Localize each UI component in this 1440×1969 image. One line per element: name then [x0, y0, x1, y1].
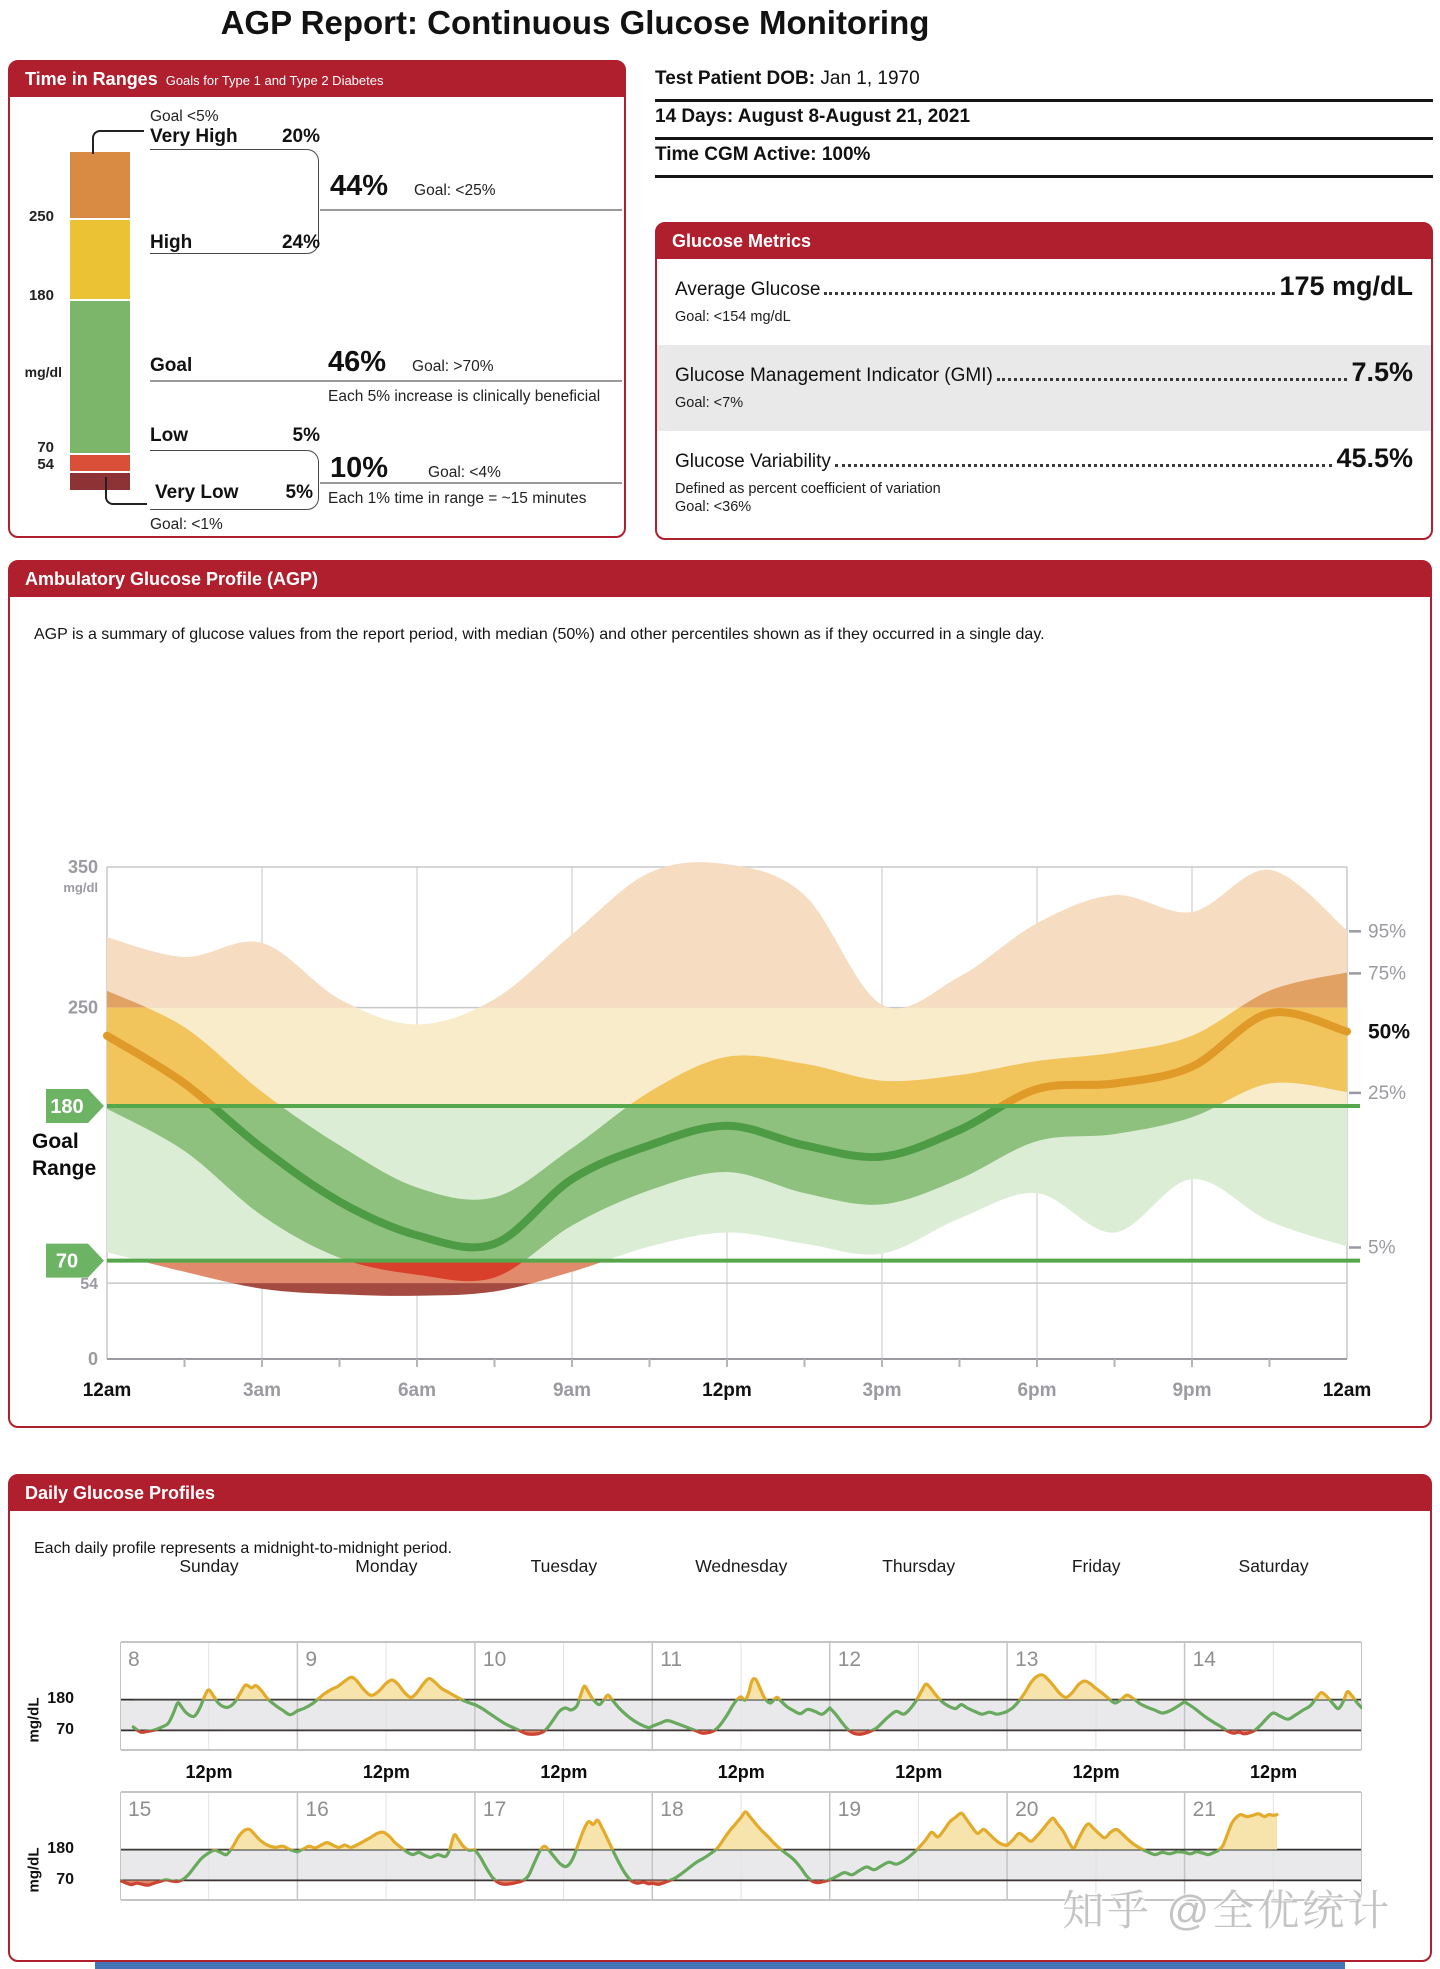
svg-text:50%: 50% — [1368, 1020, 1411, 1044]
svg-text:12pm: 12pm — [702, 1380, 752, 1401]
variability-value: 45.5% — [1336, 443, 1413, 473]
daily-profiles-header — [9, 1475, 1431, 1511]
agp-x-axis-labels — [83, 1380, 1372, 1401]
row2-180-label: 180 — [47, 1840, 74, 1857]
variability-label: Glucose Variability — [675, 451, 831, 472]
day-number-10: 10 — [482, 1648, 507, 1671]
low-combined-row — [330, 452, 501, 485]
glucose-metrics-panel — [655, 222, 1433, 540]
time-in-ranges-axis-labels — [10, 62, 62, 540]
svg-text:9am: 9am — [552, 1380, 592, 1401]
svg-text:3am: 3am — [242, 1380, 282, 1401]
patient-days-value: 14 Days: August 8-August 21, 2021 — [655, 106, 971, 127]
very-high-label: Very High — [150, 126, 238, 147]
svg-text:54: 54 — [80, 1276, 98, 1294]
day-number-14: 14 — [1192, 1648, 1216, 1671]
variability-goal: Goal: <36% — [675, 499, 752, 515]
tir-axis-70: 70 — [37, 439, 54, 456]
patient-dob-label: Test Patient DOB: — [655, 68, 816, 89]
patient-dob-value: Jan 1, 1970 — [815, 68, 920, 89]
day-number-16: 16 — [305, 1798, 329, 1821]
very-low-row — [155, 482, 313, 504]
glucose-metrics-title: Glucose Metrics — [672, 231, 812, 251]
tir-axis-180: 180 — [28, 287, 54, 305]
variability-note: Defined as percent coefficient of variation — [675, 481, 941, 497]
noon-label: 12pm — [362, 1762, 410, 1782]
svg-text:350: 350 — [67, 857, 98, 877]
agp-header — [9, 561, 1431, 597]
day-number-19: 19 — [837, 1798, 862, 1821]
low-combined-goal: Goal: <4% — [428, 464, 501, 481]
day-number-8: 8 — [128, 1648, 140, 1671]
agp-title: Ambulatory Glucose Profile (AGP) — [25, 569, 319, 589]
divider-line — [320, 482, 622, 484]
day-number-17: 17 — [482, 1798, 507, 1821]
svg-text:6pm: 6pm — [1017, 1380, 1057, 1401]
very-low-label: Very Low — [155, 482, 239, 503]
high-combined-value: 44% — [330, 170, 389, 202]
tir-bar-segment-goal — [70, 299, 130, 453]
daily-description: Each daily profile represents a midnight-to-midnight period. — [34, 1540, 452, 1557]
avg-glucose-goal: Goal: <154 mg/dL — [675, 309, 791, 325]
noon-label: 12pm — [1250, 1762, 1298, 1782]
high-combined-row — [330, 170, 495, 203]
noon-label-row — [120, 1762, 1362, 1786]
glucose-metrics-header — [656, 223, 1432, 259]
goal-goal: Goal: >70% — [412, 358, 494, 375]
gmi-label: Glucose Management Indicator (GMI) — [675, 365, 993, 386]
very-high-elbow-line — [92, 130, 144, 154]
variability-row — [657, 431, 1431, 539]
svg-text:70: 70 — [55, 1250, 79, 1273]
svg-text:12am: 12am — [82, 1380, 132, 1401]
tir-axis-54: 54 — [37, 455, 54, 473]
weekday-label-saturday: Saturday — [1238, 1556, 1309, 1576]
day-number-11: 11 — [660, 1648, 683, 1671]
goal-range-label: Goal Range — [32, 1130, 97, 1181]
row1-180-label: 180 — [47, 1690, 74, 1707]
high-value: 24% — [281, 232, 320, 253]
bottom-blue-bar — [95, 1962, 1345, 1969]
weekday-label-sunday: Sunday — [179, 1556, 239, 1576]
patient-cgm-value: Time CGM Active: 100% — [655, 144, 871, 165]
goal-row — [150, 346, 493, 379]
day-number-20: 20 — [1015, 1798, 1039, 1821]
row1-unit-label: mg/dL — [25, 1697, 43, 1743]
avg-glucose-value: 175 mg/dL — [1279, 271, 1413, 301]
tir-bar-segment-very_high — [70, 152, 130, 218]
low-row — [150, 425, 320, 447]
very-high-goal-note: Goal <5% — [150, 108, 219, 125]
noon-label: 12pm — [185, 1762, 233, 1782]
page-title: AGP Report: Continuous Glucose Monitoring — [220, 4, 930, 41]
svg-text:25%: 25% — [1368, 1082, 1407, 1104]
time-in-ranges-title: Time in Ranges — [25, 69, 158, 89]
day-number-21: 21 — [1192, 1798, 1216, 1821]
time-in-ranges-stacked-bar — [70, 152, 130, 490]
svg-text:95%: 95% — [1368, 921, 1407, 943]
time-in-ranges-panel — [8, 60, 626, 538]
weekday-label-wednesday: Wednesday — [695, 1556, 788, 1576]
gmi-value: 7.5% — [1351, 357, 1413, 387]
very-low-value: 5% — [285, 482, 313, 503]
dotted-leader — [835, 463, 1333, 467]
row1-70-label: 70 — [56, 1721, 74, 1738]
weekday-label-friday: Friday — [1071, 1556, 1121, 1576]
dotted-leader — [997, 377, 1348, 381]
patient-days-row — [655, 106, 1433, 140]
patient-cgm-row — [655, 144, 1433, 178]
svg-text:3pm: 3pm — [862, 1380, 902, 1401]
svg-text:mg/dl: mg/dl — [63, 880, 98, 895]
weekday-header-row — [120, 1556, 1362, 1580]
tir-axis-250: 250 — [28, 208, 54, 225]
weekday-label-tuesday: Tuesday — [530, 1556, 598, 1576]
very-low-elbow-line — [105, 477, 147, 505]
svg-text:5%: 5% — [1368, 1237, 1396, 1259]
agp-panel — [8, 560, 1432, 1428]
divider-line — [150, 380, 622, 382]
agp-chart — [42, 684, 1422, 1424]
very-high-value: 20% — [281, 126, 320, 147]
weekday-label-thursday: Thursday — [882, 1556, 956, 1576]
svg-text:9pm: 9pm — [1172, 1380, 1212, 1401]
svg-text:250: 250 — [67, 997, 98, 1018]
very-high-row — [150, 126, 320, 148]
high-row — [150, 232, 320, 254]
svg-text:180: 180 — [50, 1096, 84, 1118]
dotted-leader — [824, 291, 1275, 295]
low-combined-note: Each 1% time in range = ~15 minutes — [328, 490, 587, 507]
svg-text:75%: 75% — [1368, 963, 1407, 985]
goal-value: 46% — [328, 346, 387, 378]
row2-unit-label: mg/dL — [25, 1847, 43, 1893]
day-number-18: 18 — [660, 1798, 684, 1821]
day-number-12: 12 — [837, 1648, 862, 1671]
tir-axis-unit: mg/dl — [24, 364, 62, 381]
low-value: 5% — [292, 425, 320, 446]
goal-label: Goal — [150, 355, 193, 376]
time-in-ranges-header — [9, 61, 625, 97]
very-low-goal-note: Goal: <1% — [150, 516, 223, 533]
avg-glucose-row — [657, 259, 1431, 345]
svg-text:12am: 12am — [1322, 1380, 1372, 1401]
noon-label: 12pm — [895, 1762, 943, 1782]
day-number-9: 9 — [305, 1648, 318, 1671]
high-combined-goal: Goal: <25% — [414, 182, 496, 199]
noon-label: 12pm — [717, 1762, 765, 1782]
gmi-row — [657, 345, 1431, 431]
low-combined-value: 10% — [330, 452, 389, 484]
high-label: High — [150, 232, 193, 253]
low-label: Low — [150, 425, 188, 446]
daily-profiles-row-1 — [120, 1640, 1362, 1754]
agp-description: AGP is a summary of glucose values from the report period, with median (50%) and other percentiles shown as if they occurred in a single day. — [34, 626, 1045, 643]
day-number-15: 15 — [128, 1798, 152, 1821]
avg-glucose-label: Average Glucose — [675, 279, 821, 300]
agp-y-axis-labels — [46, 857, 104, 1369]
goal-note: Each 5% increase is clinically beneficial — [328, 388, 601, 405]
time-in-ranges-subtitle: Goals for Type 1 and Type 2 Diabetes — [165, 73, 384, 88]
daily-profiles-title: Daily Glucose Profiles — [25, 1483, 216, 1503]
tir-bar-segment-high — [70, 218, 130, 299]
day-number-13: 13 — [1015, 1648, 1039, 1671]
gmi-goal: Goal: <7% — [675, 395, 744, 411]
watermark: 知乎 @全优统计 — [1062, 1887, 1393, 1934]
noon-label: 12pm — [540, 1762, 588, 1782]
weekday-label-monday: Monday — [355, 1556, 418, 1576]
patient-dob-row — [655, 68, 1433, 102]
divider-line — [320, 209, 622, 211]
noon-label: 12pm — [1072, 1762, 1120, 1782]
svg-text:6am: 6am — [397, 1380, 437, 1401]
svg-text:0: 0 — [87, 1349, 98, 1369]
tir-bar-segment-low — [70, 453, 130, 472]
agp-percentile-labels — [1349, 921, 1410, 1258]
row2-70-label: 70 — [56, 1871, 74, 1888]
